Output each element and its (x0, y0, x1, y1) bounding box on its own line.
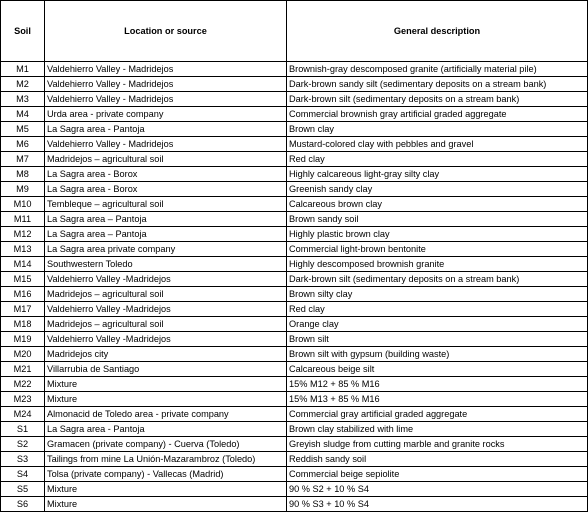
cell-description: Brown clay stabilized with lime (287, 422, 588, 437)
cell-soil-id: M9 (1, 182, 45, 197)
table-row (1, 257, 588, 272)
table-row (1, 317, 588, 332)
cell-soil-id: M16 (1, 287, 45, 302)
table-header (1, 1, 588, 62)
cell-description: Calcareous brown clay (287, 197, 588, 212)
cell-location: Valdehierro Valley -Madridejos (45, 272, 287, 287)
cell-location: Valdehierro Valley - Madridejos (45, 137, 287, 152)
cell-soil-id: M1 (1, 62, 45, 77)
cell-location: Valdehierro Valley - Madridejos (45, 77, 287, 92)
cell-description: Red clay (287, 152, 588, 167)
cell-location: Madridejos city (45, 347, 287, 362)
cell-soil-id: M13 (1, 242, 45, 257)
table-row (1, 347, 588, 362)
table-row (1, 497, 588, 512)
cell-description: Brown clay (287, 122, 588, 137)
cell-soil-id: M21 (1, 362, 45, 377)
cell-location: Valdehierro Valley - Madridejos (45, 92, 287, 107)
header-row (1, 1, 588, 62)
cell-soil-id: S4 (1, 467, 45, 482)
cell-soil-id: M17 (1, 302, 45, 317)
table-row (1, 302, 588, 317)
table-row (1, 437, 588, 452)
cell-soil-id: M18 (1, 317, 45, 332)
cell-soil-id: S2 (1, 437, 45, 452)
cell-soil-id: S5 (1, 482, 45, 497)
cell-soil-id: M22 (1, 377, 45, 392)
cell-description: 15% M12 + 85 % M16 (287, 377, 588, 392)
cell-location: Tembleque – agricultural soil (45, 197, 287, 212)
cell-soil-id: S3 (1, 452, 45, 467)
cell-soil-id: M19 (1, 332, 45, 347)
cell-location: Tolsa (private company) - Vallecas (Madrid) (45, 467, 287, 482)
cell-soil-id: M23 (1, 392, 45, 407)
table-row (1, 227, 588, 242)
cell-description: Commercial light-brown bentonite (287, 242, 588, 257)
table-row (1, 287, 588, 302)
cell-description: Reddish sandy soil (287, 452, 588, 467)
cell-description: Calcareous beige silt (287, 362, 588, 377)
table-row (1, 197, 588, 212)
table-body (1, 62, 588, 512)
cell-soil-id: M2 (1, 77, 45, 92)
cell-description: Commercial gray artificial graded aggregate (287, 407, 588, 422)
cell-description: Highly calcareous light-gray silty clay (287, 167, 588, 182)
cell-location: Mixture (45, 392, 287, 407)
table-row (1, 122, 588, 137)
cell-location: Gramacen (private company) - Cuerva (Toledo) (45, 437, 287, 452)
table-row (1, 152, 588, 167)
table-row (1, 392, 588, 407)
cell-location: Villarrubia de Santiago (45, 362, 287, 377)
cell-description: Dark-brown silt (sedimentary deposits on a stream bank) (287, 272, 588, 287)
cell-soil-id: M14 (1, 257, 45, 272)
cell-description: Greyish sludge from cutting marble and granite rocks (287, 437, 588, 452)
table-row (1, 107, 588, 122)
cell-location: Madridejos – agricultural soil (45, 317, 287, 332)
table-row (1, 332, 588, 347)
table-row (1, 62, 588, 77)
cell-location: La Sagra area – Pantoja (45, 212, 287, 227)
table-row (1, 422, 588, 437)
table-row (1, 182, 588, 197)
cell-description: 15% M13 + 85 % M16 (287, 392, 588, 407)
table-row (1, 452, 588, 467)
table-row (1, 407, 588, 422)
cell-location: Tailings from mine La Unión-Mazarambroz (Toledo) (45, 452, 287, 467)
cell-location: Mixture (45, 497, 287, 512)
table-row (1, 467, 588, 482)
cell-description: 90 % S2 + 10 % S4 (287, 482, 588, 497)
cell-location: La Sagra area - Pantoja (45, 422, 287, 437)
cell-soil-id: S6 (1, 497, 45, 512)
cell-description: Brownish-gray descomposed granite (artificially material pile) (287, 62, 588, 77)
cell-location: La Sagra area – Pantoja (45, 227, 287, 242)
cell-description: Brown silt (287, 332, 588, 347)
cell-soil-id: S1 (1, 422, 45, 437)
cell-soil-id: M24 (1, 407, 45, 422)
cell-location: Valdehierro Valley -Madridejos (45, 332, 287, 347)
cell-soil-id: M12 (1, 227, 45, 242)
cell-soil-id: M4 (1, 107, 45, 122)
cell-location: Mixture (45, 482, 287, 497)
table-row (1, 212, 588, 227)
header-soil: Soil (1, 1, 45, 62)
cell-location: Valdehierro Valley -Madridejos (45, 302, 287, 317)
cell-soil-id: M3 (1, 92, 45, 107)
cell-location: Almonacid de Toledo area - private company (45, 407, 287, 422)
cell-description: Brown sandy soil (287, 212, 588, 227)
cell-location: Madridejos – agricultural soil (45, 287, 287, 302)
table-row (1, 242, 588, 257)
cell-description: Orange clay (287, 317, 588, 332)
cell-description: Red clay (287, 302, 588, 317)
cell-description: Dark-brown silt (sedimentary deposits on a stream bank) (287, 92, 588, 107)
table-row (1, 482, 588, 497)
cell-description: Highly plastic brown clay (287, 227, 588, 242)
cell-description: Commercial beige sepiolite (287, 467, 588, 482)
table-row (1, 77, 588, 92)
cell-soil-id: M20 (1, 347, 45, 362)
cell-location: Mixture (45, 377, 287, 392)
cell-location: La Sagra area private company (45, 242, 287, 257)
cell-description: Commercial brownish gray artificial graded aggregate (287, 107, 588, 122)
table-row (1, 377, 588, 392)
header-location: Location or source (45, 1, 287, 62)
cell-description: Brown silty clay (287, 287, 588, 302)
table-row (1, 272, 588, 287)
cell-soil-id: M5 (1, 122, 45, 137)
cell-soil-id: M8 (1, 167, 45, 182)
cell-location: La Sagra area - Pantoja (45, 122, 287, 137)
table-row (1, 137, 588, 152)
cell-soil-id: M6 (1, 137, 45, 152)
table-row (1, 362, 588, 377)
cell-location: Urda area - private company (45, 107, 287, 122)
cell-location: La Sagra area - Borox (45, 167, 287, 182)
cell-soil-id: M7 (1, 152, 45, 167)
cell-location: La Sagra area - Borox (45, 182, 287, 197)
cell-description: Brown silt with gypsum (building waste) (287, 347, 588, 362)
cell-location: Southwestern Toledo (45, 257, 287, 272)
table-row (1, 92, 588, 107)
table-row (1, 167, 588, 182)
cell-location: Valdehierro Valley - Madridejos (45, 62, 287, 77)
cell-soil-id: M15 (1, 272, 45, 287)
cell-soil-id: M10 (1, 197, 45, 212)
cell-description: 90 % S3 + 10 % S4 (287, 497, 588, 512)
cell-soil-id: M11 (1, 212, 45, 227)
header-description: General description (287, 1, 588, 62)
cell-location: Madridejos – agricultural soil (45, 152, 287, 167)
cell-description: Mustard-colored clay with pebbles and gravel (287, 137, 588, 152)
cell-description: Greenish sandy clay (287, 182, 588, 197)
cell-description: Highly descomposed brownish granite (287, 257, 588, 272)
cell-description: Dark-brown sandy silt (sedimentary deposits on a stream bank) (287, 77, 588, 92)
